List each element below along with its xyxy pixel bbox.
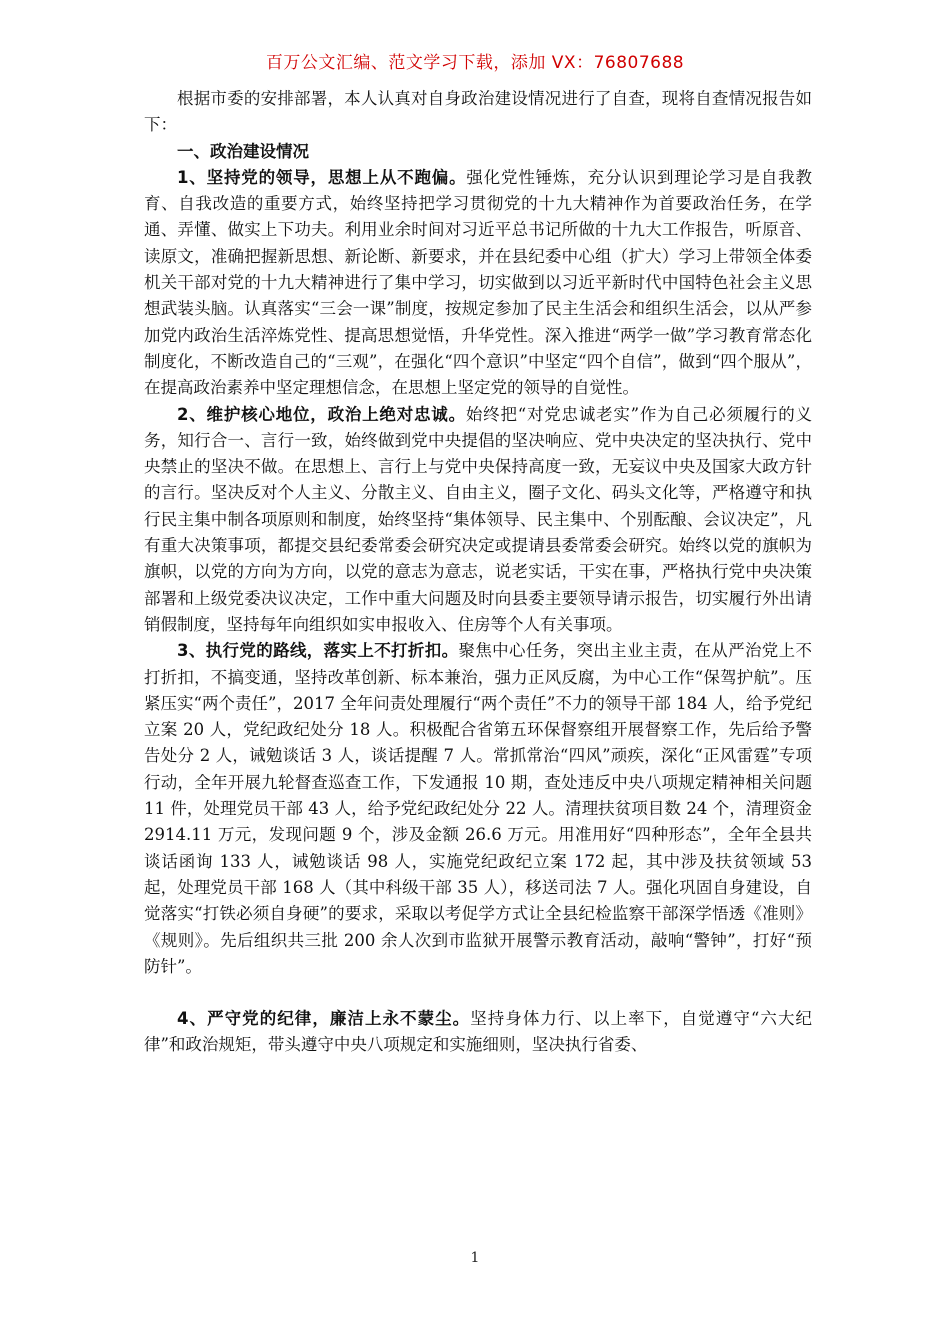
item-text-4: 坚持身体力行、以上率下，自觉遵守“六大纪律”和政治规矩，带头遵守中央八项规定和实施细则，坚决执行省委、 bbox=[144, 1009, 813, 1055]
item-text-2: 始终把“对党忠诚老实”作为自己必须履行的义务，知行合一、言行一致，始终做到党中央提倡的坚决响应、党中央决定的坚决执行、党中央禁止的坚决不做。在思想上、言行上与党中央保持高度一致，无妄议中央及国家大政方针的言行。坚决反对个人主义、分散主义、自由主义，圈子文化、码头文化等，严格遵守和执行民主集中制各项原则和制度，始终坚持“集体领导、民主集中、个别酝酿、会议决定”，凡有重大决策事项，都提交县纪委常委会研究决定或提请县委常委会研究。始终以党的旗帜为旗帜，以党的方向为方向，以党的意志为意志，说老实话，干实在事，严格执行党中央决策部署和上级党委决议决定，工作中重大问题及时向县委主要领导请示报告，切实履行外出请销假制度，坚持每年向组织如实申报收入、住房等个人有关事项。 bbox=[144, 404, 812, 634]
item-paragraph-3 bbox=[144, 638, 812, 980]
page-number: 1 bbox=[470, 1250, 480, 1266]
intro-paragraph: 根据市委的安排部署，本人认真对自身政治建设情况进行了自查，现将自查情况报告如下： bbox=[144, 89, 812, 135]
item-text-1: 强化党性锤炼，充分认识到理论学习是自我教育、自我改造的重要方式，始终坚持把学习贯彻党的十九大精神作为首要政治任务，在学通、弄懂、做实上下功夫。利用业余时间对习近平总书记所做的十九大工作报告，听原音、读原文，准确把握新思想、新论断、新要求，并在县纪委中心组（扩大）学习上带领全体委机关干部对党的十九大精神进行了集中学习，切实做到以习近平新时代中国特色社会主义思想武装头脑。认真落实“三会一课”制度，按规定参加了民主生活会和组织生活会，以从严参加党内政治生活淬炼党性、提高思想觉悟，升华党性。深入推进“两学一做”学习教育常态化制度化，不断改造自己的“三观”，在强化“四个意识”中坚定“四个自信”，做到“四个服从”，在提高政治素养中坚定理想信念，在思想上坚定党的领导的自觉性。 bbox=[144, 167, 812, 398]
item-paragraph-2 bbox=[144, 402, 812, 639]
watermark-header: 百万公文汇编、范文学习下载，添加 VX：76807688 bbox=[265, 53, 685, 73]
item-paragraph-1 bbox=[144, 165, 812, 402]
item-lead-4: 4、严守党的纪律，廉洁上永不蒙尘。 bbox=[177, 1009, 471, 1029]
section-heading: 一、政治建设情况 bbox=[177, 141, 309, 161]
item-paragraph-4 bbox=[144, 1006, 812, 1059]
item-lead-3: 3、执行党的路线，落实上不打折扣。 bbox=[177, 641, 459, 661]
item-lead-1: 1、坚持党的领导，思想上从不跑偏。 bbox=[177, 167, 467, 187]
document-body bbox=[144, 86, 812, 1059]
item-lead-2: 2、维护核心地位，政治上绝对忠诚。 bbox=[177, 404, 466, 424]
item-text-3: 聚焦中心任务，突出主业主责，在从严治党上不打折扣，不搞变通，坚持改革创新、标本兼治，强力正风反腐，为中心工作“保驾护航”。压紧压实“两个责任”，2017 全年问责处理履行“两个责任”不力的领导干部 184 人，给予党纪立案 20 人，党纪政纪处分 18 人。积极配合省第五环保督察组开展督察工作，先后给予警告处分 2 人，诫勉谈话 3 人，谈话提醒 7 人。常抓常治“四风”顽疾，深化“正风雷霆”专项行动，全年开展九轮督查巡查工作，下发通报 10 期，查处违反中央八项规定精神相关问题 11 件，处理党员干部 43 人，给予党纪政纪处分 22 人。清理扶贫项目数 24 个，清理资金 2914.11 万元，发现问题 9 个，涉及金额 26.6 万元。用准用好“四种形态”，全年全县共谈话函询 133 人，诫勉谈话 98 人，实施党纪政纪立案 172 起，其中涉及扶贫领域 53 起，处理党员干部 168 人（其中科级干部 35 人），移送司法 7 人。强化巩固自身建设，自觉落实“打铁必须自身硬”的要求，采取以考促学方式让全县纪检监察干部深学悟透《准则》《规则》。先后组织共三批 200 余人次到市监狱开展警示教育活动，敲响“警钟”，打好“预防针”。 bbox=[144, 641, 813, 976]
